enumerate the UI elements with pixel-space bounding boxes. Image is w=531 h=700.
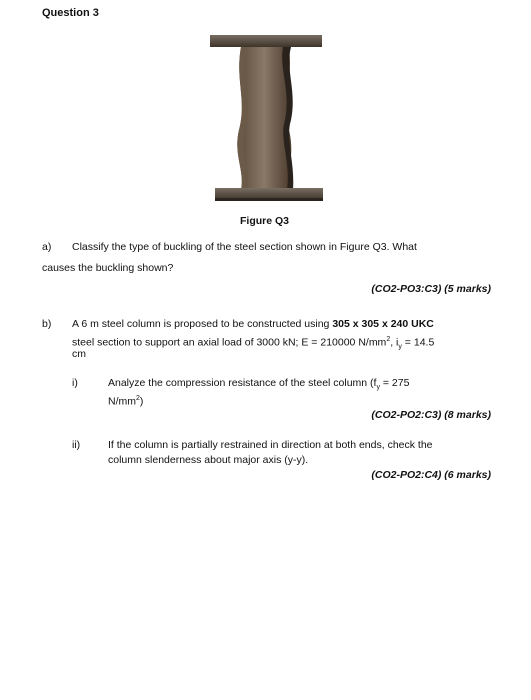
sub-i-label: i) xyxy=(72,377,78,389)
part-a-line2: causes the buckling shown? xyxy=(42,262,174,274)
part-b-label: b) xyxy=(42,318,52,330)
part-b-line3: cm xyxy=(72,348,86,360)
sub-ii-line1: If the column is partially restrained in direction at both ends, check the xyxy=(108,439,433,451)
top-plate xyxy=(210,35,322,47)
sub-ii-line2: column slenderness about major axis (y-y). xyxy=(108,454,309,466)
part-a-marks: (CO2-PO3:C3) (5 marks) xyxy=(371,283,491,295)
part-b-line1: A 6 m steel column is proposed to be constructed using 305 x 305 x 240 UKC xyxy=(72,318,434,330)
sub-ii-label: ii) xyxy=(72,439,81,451)
sub-i-marks: (CO2-PO2:C3) (8 marks) xyxy=(371,409,491,421)
sub-i-line1: Analyze the compression resistance of the steel column ($f_y = 275$ xyxy=(108,377,410,392)
figure-q3-image xyxy=(195,30,335,208)
figure-caption: Figure Q3 xyxy=(240,215,290,227)
sub-ii-marks: (CO2-PO2:C4) (6 marks) xyxy=(371,469,491,481)
part-a-label: a) xyxy=(42,241,52,253)
sub-i-line2: $N/mm^2$) xyxy=(108,395,144,408)
part-a-line1: Classify the type of buckling of the steel section shown in Figure Q3. What xyxy=(72,241,417,253)
part-b-line2: steel section to support an axial load of 3000 kN; E = 210000 $N/mm^2$, $i_y = 14.5$ xyxy=(72,336,435,351)
question-heading: Question 3 xyxy=(42,7,99,19)
